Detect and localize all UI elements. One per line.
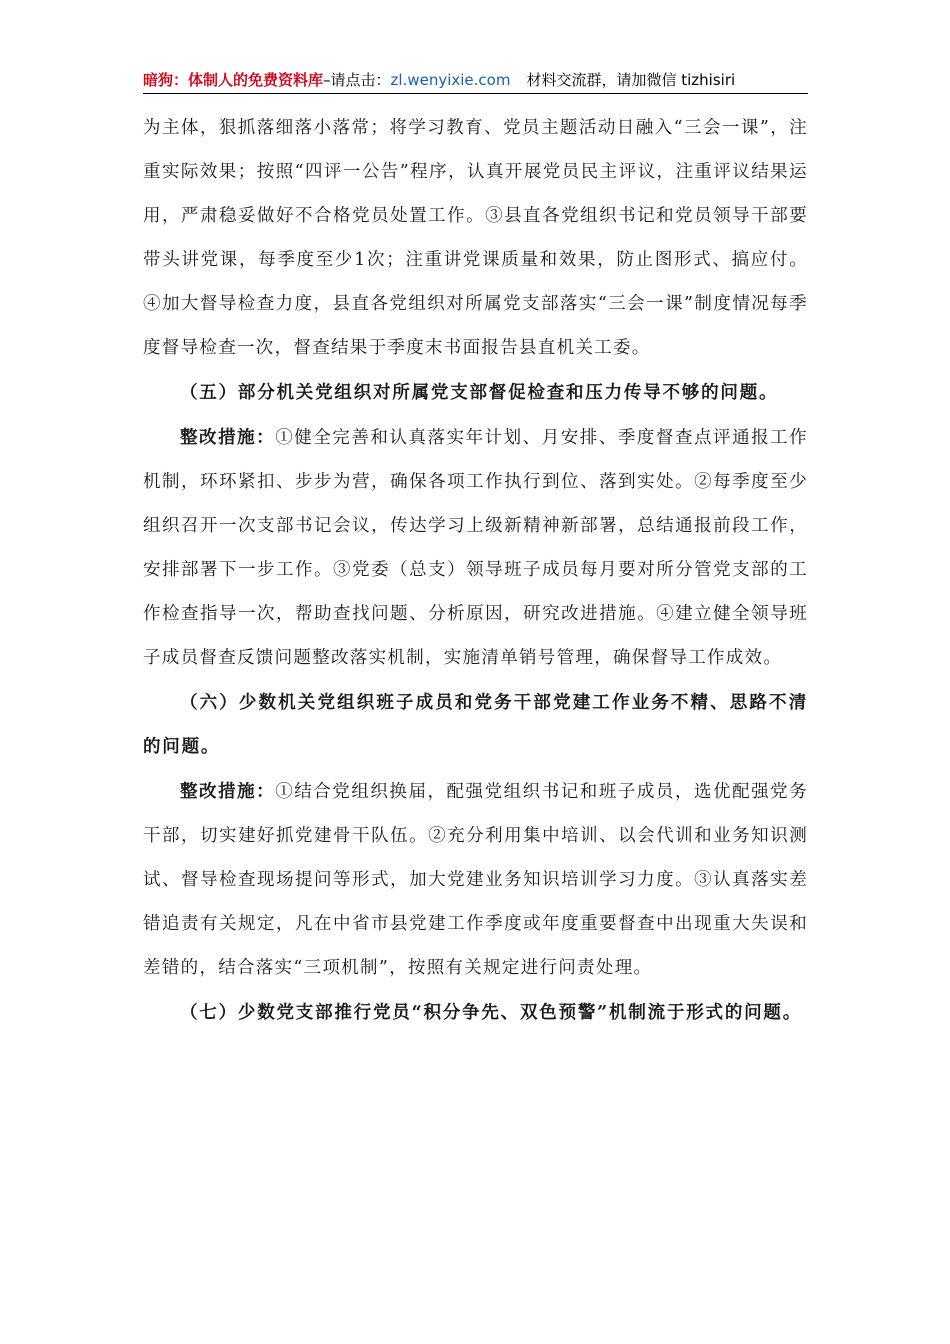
- measures-label: 整改措施：: [180, 782, 276, 802]
- document-body: [143, 106, 808, 1035]
- header-brand: 暗狗：体制人的免费资料库: [143, 71, 324, 89]
- paragraph-measures-6: [143, 770, 808, 990]
- measures-label: 整改措施：: [180, 428, 276, 448]
- header-url-link[interactable]: zl.wenyixie.com: [390, 71, 511, 89]
- header-click-prompt: –请点击：: [323, 71, 391, 89]
- header-group-info: 材料交流群，请加微信 tizhisiri: [526, 71, 736, 89]
- page-header: [143, 69, 808, 91]
- header-divider: [143, 93, 808, 94]
- section-heading-7: （七）少数党支部推行党员“积分争先、双色预警”机制流于形式的问题。: [180, 1003, 803, 1023]
- section-heading-5: （五）部分机关党组织对所属党支部督促检查和压力传导不够的问题。: [180, 383, 779, 403]
- paragraph-measures-5: [143, 416, 808, 680]
- measures-text: ①结合党组织换届，配强党组织书记和班子成员，选优配强党务干部，切实建好抓党建骨干队伍。②充分利用集中培训、以会代训和业务知识测试、督导检查现场提问等形式，加大党建业务知识培训学习力度。③认真落实差错追责有关规定，凡在中省市县党建工作季度或年度重要督查中出现重大失误和差错的，结合落实“三项机制”，按照有关规定进行问责处理。: [143, 782, 808, 978]
- section-heading-6: （六）少数机关党组织班子成员和党务干部党建工作业务不精、思路不清的问题。: [143, 693, 808, 757]
- measures-text: ①健全完善和认真落实年计划、月安排、季度督查点评通报工作机制，环环紧扣、步步为营，确保各项工作执行到位、落到实处。②每季度至少组织召开一次支部书记会议，传达学习上级新精神新部署，总结通报前段工作，安排部署下一步工作。③党委（总支）领导班子成员每月要对所分管党支部的工作检查指导一次，帮助查找问题、分析原因，研究改进措施。④建立健全领导班子成员督查反馈问题整改落实机制，实施清单销号管理，确保督导工作成效。: [143, 428, 808, 668]
- paragraph-continued: 为主体，狠抓落细落小落常；将学习教育、党员主题活动日融入“三会一课”，注重实际效果；按照“四评一公告”程序，认真开展党员民主评议，注重评议结果运用，严肃稳妥做好不合格党员处置工作。③县直各党组织书记和党员领导干部要带头讲党课，每季度至少1次；注重讲党课质量和效果，防止图形式、搞应付。④加大督导检查力度，县直各党组织对所属党支部落实“三会一课”制度情况每季度督导检查一次，督查结果于季度末书面报告县直机关工委。: [143, 118, 808, 358]
